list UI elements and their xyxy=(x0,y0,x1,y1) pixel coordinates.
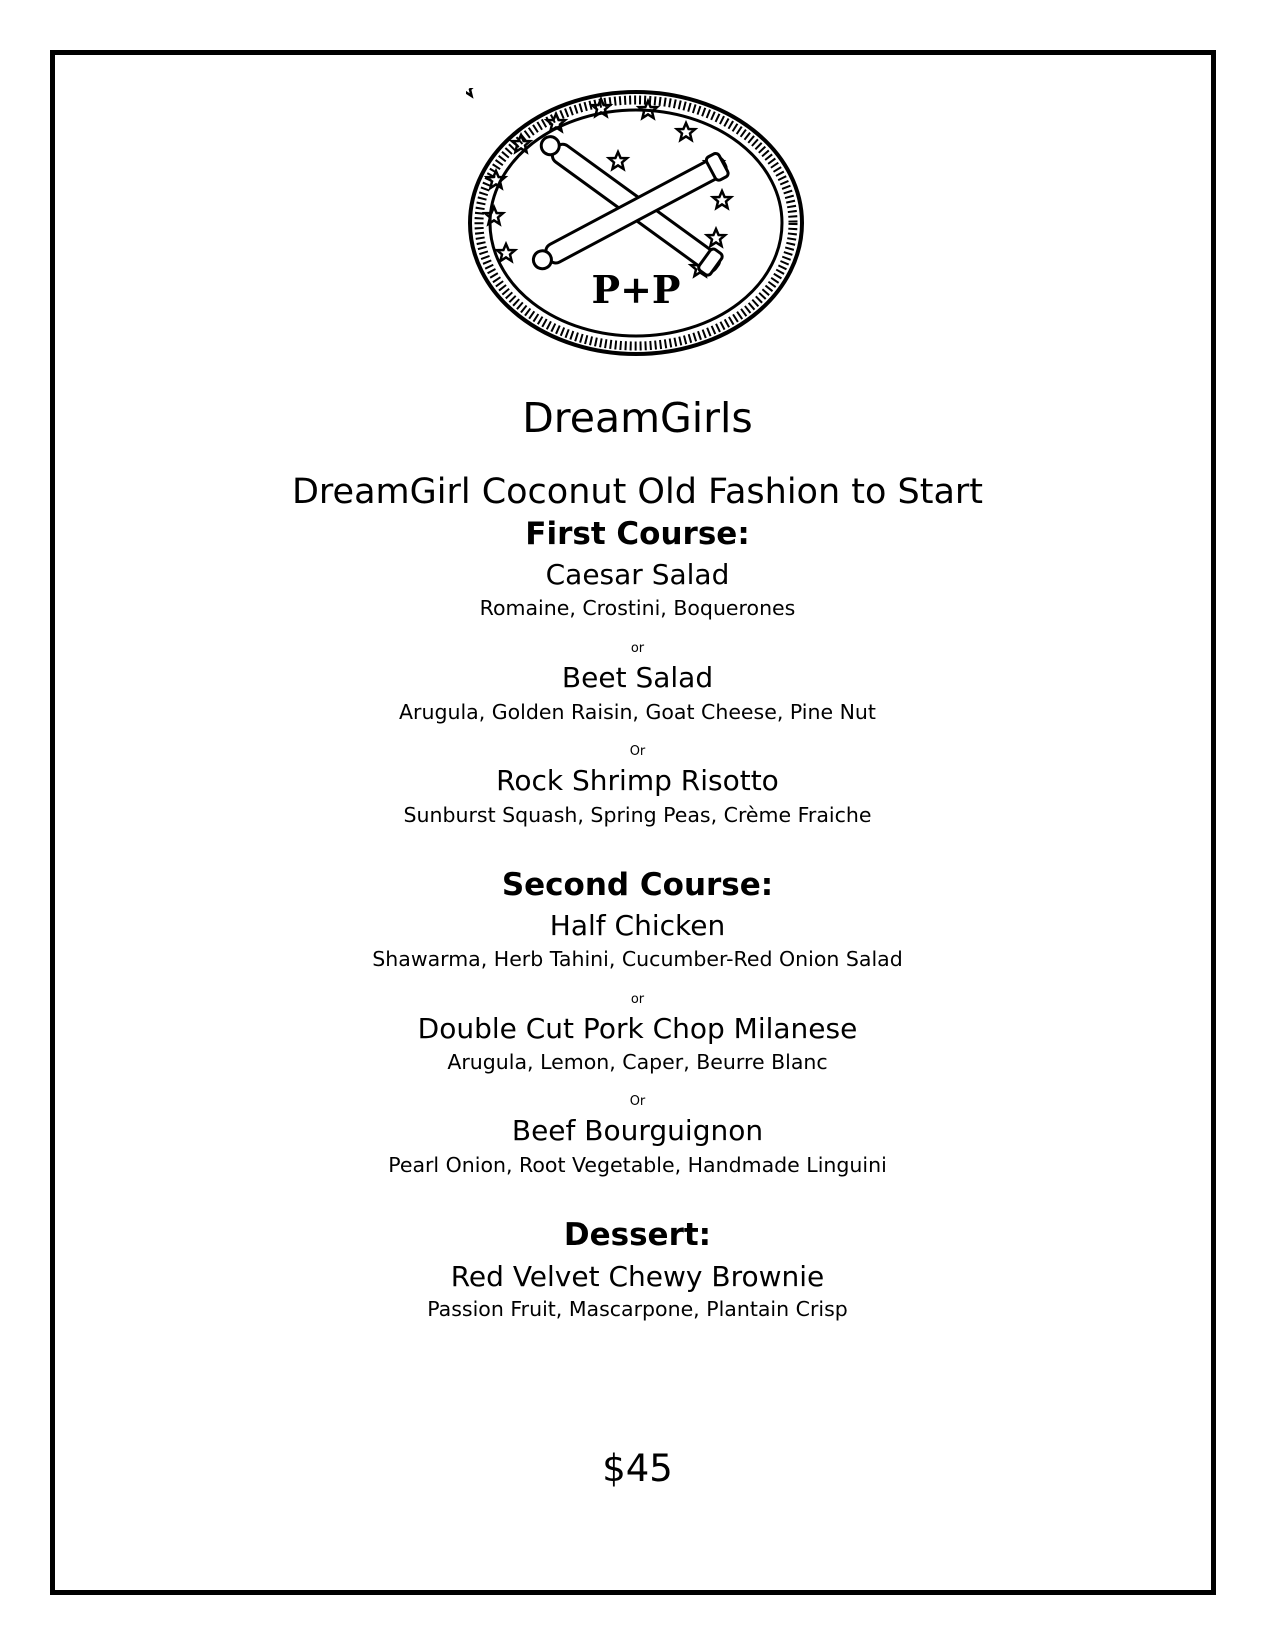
course-heading: Dessert: xyxy=(563,1217,712,1253)
dish-description: Pearl Onion, Root Vegetable, Handmade Linguini xyxy=(388,1153,887,1177)
dish-description: Arugula, Golden Raisin, Goat Cheese, Pine Nut xyxy=(399,700,876,724)
dish-name: Rock Shrimp Risotto xyxy=(496,764,779,797)
or-separator: Or xyxy=(629,1094,646,1109)
dish-name: Beet Salad xyxy=(561,661,714,694)
menu-price: $45 xyxy=(602,1447,673,1490)
dish-description: Passion Fruit, Mascarpone, Plantain Crisp xyxy=(427,1297,848,1321)
dish-name: Red Velvet Chewy Brownie xyxy=(450,1260,825,1293)
dish-name: Caesar Salad xyxy=(545,558,730,591)
menu-title: DreamGirls xyxy=(522,394,753,442)
menu-subtitle: DreamGirl Coconut Old Fashion to Start xyxy=(291,472,984,512)
course-heading: Second Course: xyxy=(501,867,774,903)
dish-description: Shawarma, Herb Tahini, Cucumber-Red Onion Salad xyxy=(372,947,903,971)
dish-description: Arugula, Lemon, Caper, Beurre Blanc xyxy=(447,1050,828,1074)
or-separator: Or xyxy=(629,744,646,759)
logo-monogram: P+P xyxy=(591,267,681,312)
or-separator: or xyxy=(630,641,645,656)
course-heading: First Course: xyxy=(525,516,750,552)
dish-description: Romaine, Crostini, Boquerones xyxy=(479,596,796,620)
crossed-cannons-seal-icon xyxy=(466,88,806,358)
dish-name: Double Cut Pork Chop Milanese xyxy=(417,1012,858,1045)
dish-name: Half Chicken xyxy=(549,909,726,942)
dish-description: Sunburst Squash, Spring Peas, Crème Fraiche xyxy=(403,803,872,827)
dish-name: Beef Bourguignon xyxy=(511,1114,764,1147)
or-separator: or xyxy=(630,992,645,1007)
